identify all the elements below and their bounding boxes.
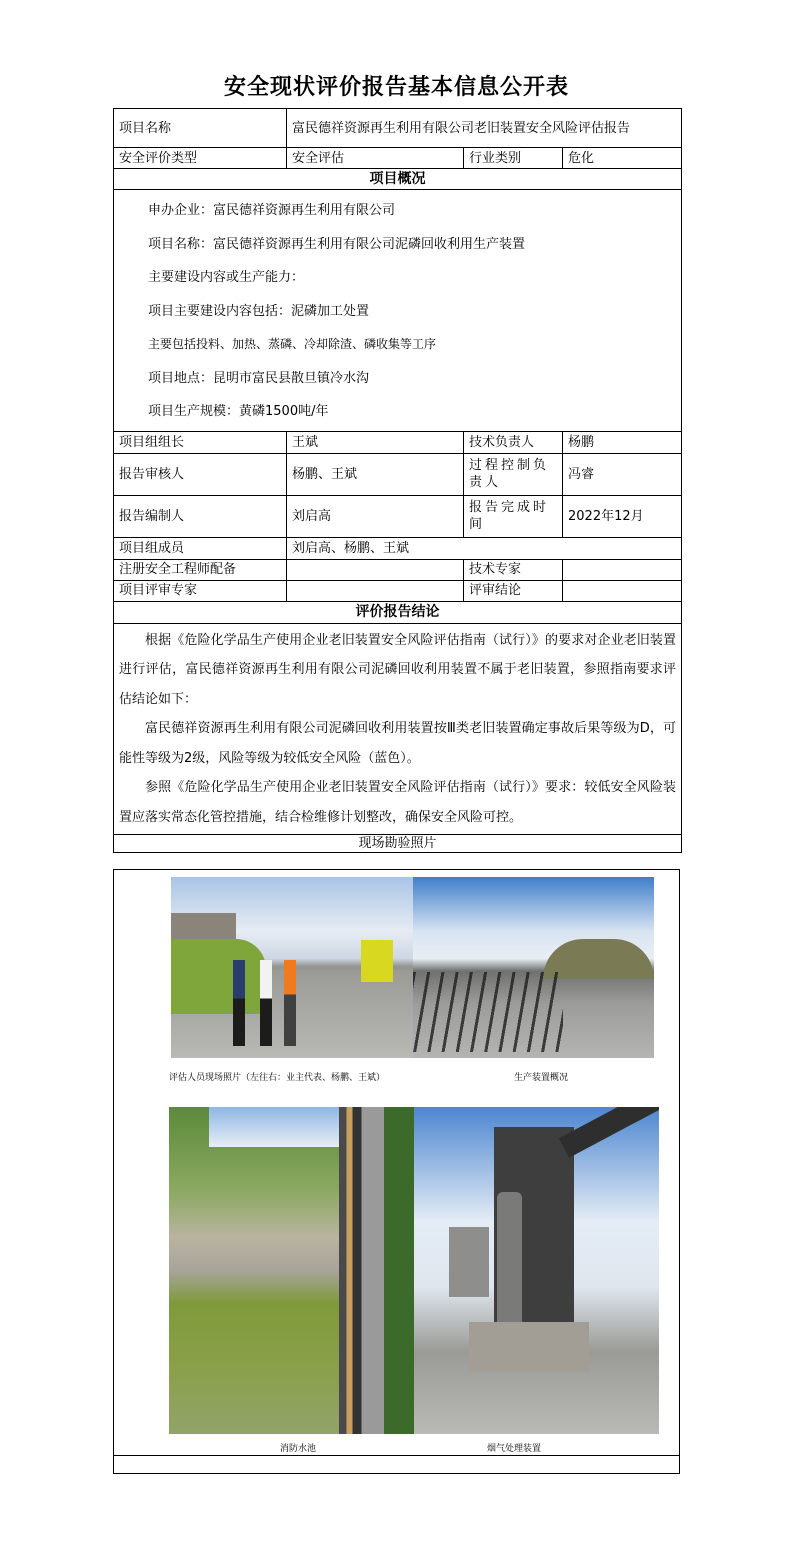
team-leader-value: 王斌 [287, 431, 464, 453]
tech-lead-value: 杨鹏 [563, 431, 682, 453]
photo-caption: 消防水池 [280, 1444, 317, 1454]
photo-flue-gas-unit [414, 1107, 659, 1434]
overview-line: 项目生产规模：黄磷1500吨/年 [148, 404, 329, 419]
photo-caption: 烟气处理装置 [487, 1444, 542, 1454]
members-value: 刘启高、杨鹏、王斌 [287, 537, 682, 559]
overview-line: 项目地点：昆明市富民县散旦镇冷水沟 [148, 370, 370, 386]
eval-type-value: 安全评估 [287, 148, 464, 169]
info-table [113, 108, 682, 853]
author-label: 报告编制人 [114, 495, 287, 537]
process-control-value: 冯睿 [563, 453, 682, 495]
project-name-label: 项目名称 [114, 109, 287, 148]
overview-header: 项目概况 [114, 169, 682, 190]
industry-label: 行业类别 [464, 148, 563, 169]
review-conclusion-value [563, 580, 682, 601]
page-title: 安全现状评价报告基本信息公开表 [223, 75, 569, 100]
project-name-value: 富民德祥资源再生利用有限公司老旧装置安全风险评估报告 [287, 109, 682, 148]
photo-caption: 评估人员现场照片（左往右：业主代表、杨鹏、王斌） [169, 1073, 386, 1083]
overview-line: 申办企业：富民德祥资源再生利用有限公司 [148, 203, 396, 218]
photos-divider [114, 1455, 679, 1456]
conclusion-paragraph: 富民德祥资源再生利用有限公司泥磷回收利用装置按Ⅲ类老旧装置确定事故后果等级为D，可能性等级为2级，风险等级为较低安全风险（蓝色）。 [119, 721, 677, 766]
conclusion-paragraph: 根据《危险化学品生产使用企业老旧装置安全风险评估指南（试行）》的要求对企业老旧装置进行评估，富民德祥资源再生利用有限公司泥磷回收利用装置不属于老旧装置，参照指南要求评估结论如下： [119, 632, 677, 707]
reg-engineer-value [287, 559, 464, 580]
eval-type-label: 安全评价类型 [114, 148, 287, 169]
photo-production-unit [413, 877, 654, 1058]
overview-line: 主要包括投料、加热、蒸磷、冷却除渣、磷收集等工序 [148, 337, 437, 351]
tech-expert-label: 技术专家 [464, 559, 563, 580]
overview-line: 项目名称：富民德祥资源再生利用有限公司泥磷回收利用生产装置 [148, 236, 526, 252]
conclusion-section [114, 623, 682, 835]
conclusion-paragraph: 参照《危险化学品生产使用企业老旧装置安全风险评估指南（试行）》要求：较低安全风险装置应落实常态化管控措施，结合检维修计划整改，确保安全风险可控。 [119, 780, 677, 825]
process-control-label: 过程控制负责人 [464, 453, 563, 495]
team-leader-label: 项目组组长 [114, 431, 287, 453]
photo-caption: 生产装置概况 [514, 1073, 569, 1083]
members-label: 项目组成员 [114, 537, 287, 559]
reviewer-label: 报告审核人 [114, 453, 287, 495]
photos-header: 现场勘验照片 [114, 835, 682, 853]
photo-fire-water-pool [169, 1107, 414, 1434]
photo-assessors-onsite [171, 877, 413, 1058]
review-conclusion-label: 评审结论 [464, 580, 563, 601]
overview-section [114, 190, 682, 432]
overview-line: 主要建设内容或生产能力： [148, 270, 305, 285]
author-value: 刘启高 [287, 495, 464, 537]
review-expert-label: 项目评审专家 [114, 580, 287, 601]
conclusion-header: 评价报告结论 [114, 601, 682, 623]
industry-value: 危化 [563, 148, 682, 169]
reviewer-value: 杨鹏、王斌 [287, 453, 464, 495]
overview-line: 项目主要建设内容包括：泥磷加工处置 [148, 303, 370, 319]
reg-engineer-label: 注册安全工程师配备 [114, 559, 287, 580]
tech-expert-value [563, 559, 682, 580]
completion-label: 报告完成时间 [464, 495, 563, 537]
tech-lead-label: 技术负责人 [464, 431, 563, 453]
completion-value: 2022年12月 [563, 495, 682, 537]
review-expert-value [287, 580, 464, 601]
photos-panel [113, 869, 680, 1474]
